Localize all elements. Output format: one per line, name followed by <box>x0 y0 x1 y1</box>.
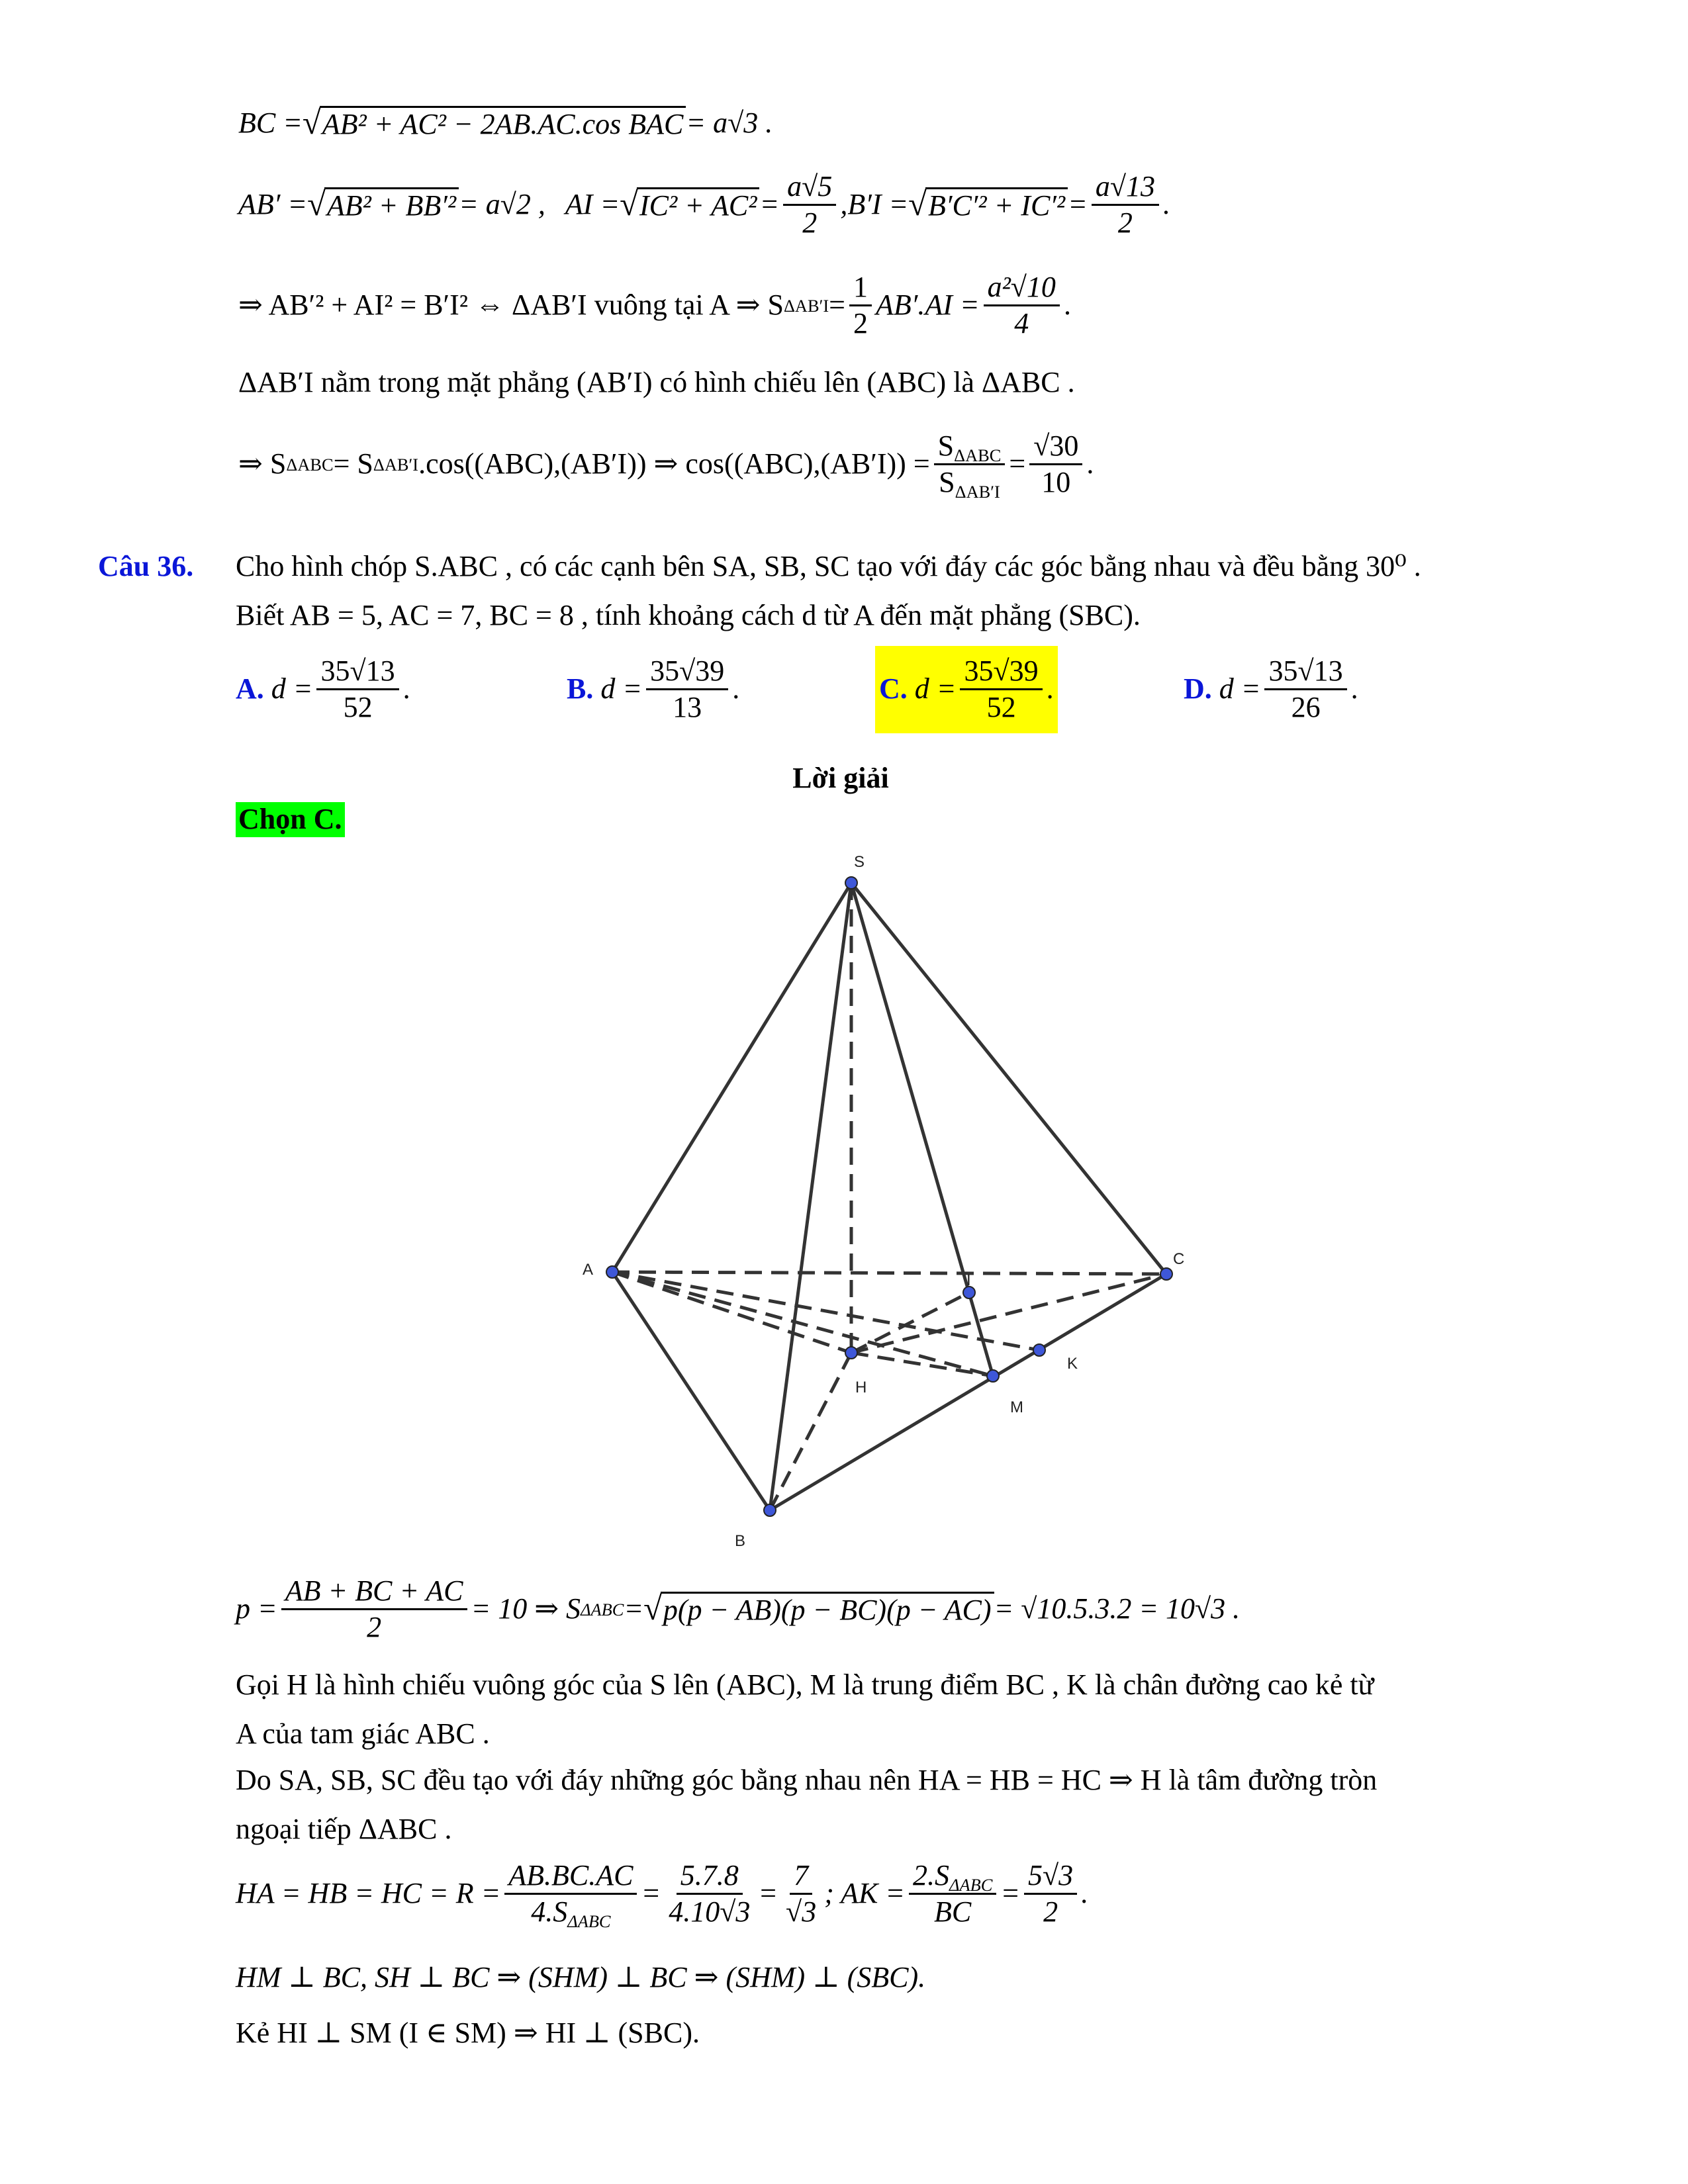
formula-ke: Kẻ HI ⊥ SM (I ∈ SM) ⇒ HI ⊥ (SBC). <box>236 2017 700 2049</box>
formula-cos: ⇒ S ΔABC = S ΔAB′I .cos((ABC),(AB′I)) ⇒ cos((ABC),(AB′I)) = $\frac{S_{\Delta ABC}}{S_{\Delta AB'I}}$ = $\frac{√30}{10}$ . <box>238 430 1094 502</box>
edge-bc <box>770 1274 1166 1510</box>
label-m: M <box>1010 1398 1023 1416</box>
point-m <box>987 1370 999 1382</box>
formula-lengths: AB′ = √ AB² + BB′² = a√2 , AI = √ IC² + AC² = $\frac{a√5}{2}$ , B′I = √ B′C′² + IC′² = $\frac{a√13}{2}$ . <box>238 170 1170 240</box>
segment-hc <box>851 1274 1166 1353</box>
text-goi-2: A của tam giác ABC . <box>236 1717 490 1750</box>
question-line-2: Biết AB = 5, AC = 7, BC = 8 , tính khoảng cách d từ A đến mặt phẳng (SBC). <box>236 599 1141 631</box>
option-d[interactable]: D. d = $\frac{35√13}{26}$ . <box>1184 655 1358 724</box>
label-c: C <box>1173 1250 1185 1268</box>
point-k <box>1033 1344 1045 1356</box>
edge-sm <box>851 883 993 1376</box>
chosen-answer: Chọn C. <box>236 802 345 837</box>
label-k: K <box>1067 1355 1078 1373</box>
point-b <box>764 1504 776 1516</box>
point-h <box>845 1347 857 1359</box>
option-c[interactable]: C. d = $\frac{35√39}{52}$ . <box>875 646 1058 733</box>
point-a <box>606 1266 618 1278</box>
text-do-2: ngoại tiếp ΔABC . <box>236 1813 452 1845</box>
projection-sentence: ΔAB′I nằm trong mặt phẳng (AB′I) có hình chiếu lên (ABC) là ΔABC . <box>238 366 1075 398</box>
question-label: Câu 36. <box>98 550 194 582</box>
formula-semiperimeter: p = $\frac{AB + BC + AC}{2}$ = 10 ⇒ S ΔABC = √ p(p − AB)(p − BC)(p − AC) = √10.5.3.2 = 10√3 . <box>236 1574 1241 1644</box>
text-do-1: Do SA, SB, SC đều tạo với đáy những góc bằng nhau nên HA = HB = HC ⇒ H là tâm đường tròn <box>236 1764 1378 1796</box>
option-b[interactable]: B. d = $\frac{35√39}{13}$ . <box>567 655 740 724</box>
text-goi-1: Gọi H là hình chiếu vuông góc của S lên (ABC), M là trung điểm BC , K là chân đường cao kẻ từ <box>236 1668 1374 1701</box>
point-c <box>1160 1268 1172 1280</box>
edge-sb <box>770 883 851 1510</box>
label-h: H <box>855 1379 867 1396</box>
formula-right-triangle: ⇒ AB′² + AI² = B′I² ⇔ ΔAB′I vuông tại A ⇒ S ΔAB′I = $\frac{1}{2}$ AB′.AI = $\frac{\text{a²√10}}{4}$ . <box>238 271 1071 340</box>
point-s <box>845 877 857 889</box>
edge-sa <box>612 883 851 1272</box>
solution-heading: Lời giải <box>792 762 889 794</box>
label-b: B <box>735 1532 746 1550</box>
segment-ah <box>612 1272 851 1353</box>
label-s: S <box>854 853 865 871</box>
option-a[interactable]: A. d = $\frac{35√13}{52}$ . <box>236 655 410 724</box>
label-i: I <box>966 1271 971 1289</box>
label-a: A <box>583 1261 594 1279</box>
formula-circumradius: HA = HB = HC = R = $\frac{AB.BC.AC}{4.S_{\Delta ABC}}$ = $\frac{5.7.8}{4.10√3}$ = $\frac{7}{√3}$ ; AK = $\frac{2.S_{\Delta ABC}}{BC}$ = $\frac{5√3}{2}$ . <box>236 1859 1089 1932</box>
formula-perpendicular: HM ⊥ BC, SH ⊥ BC ⇒ (SHM) ⊥ BC ⇒ (SHM) ⊥ (SBC). <box>236 1961 926 1993</box>
formula-bc: BC = √ AB² + AC² − 2AB.AC.cos BAC = a√3 . <box>238 104 773 141</box>
edge-sc <box>851 883 1166 1274</box>
question-line-1: Cho hình chóp S.ABC , có các cạnh bên SA, SB, SC tạo với đáy các góc bằng nhau và đều bằng 30⁰ . <box>236 550 1421 582</box>
edge-ac <box>612 1272 1166 1274</box>
